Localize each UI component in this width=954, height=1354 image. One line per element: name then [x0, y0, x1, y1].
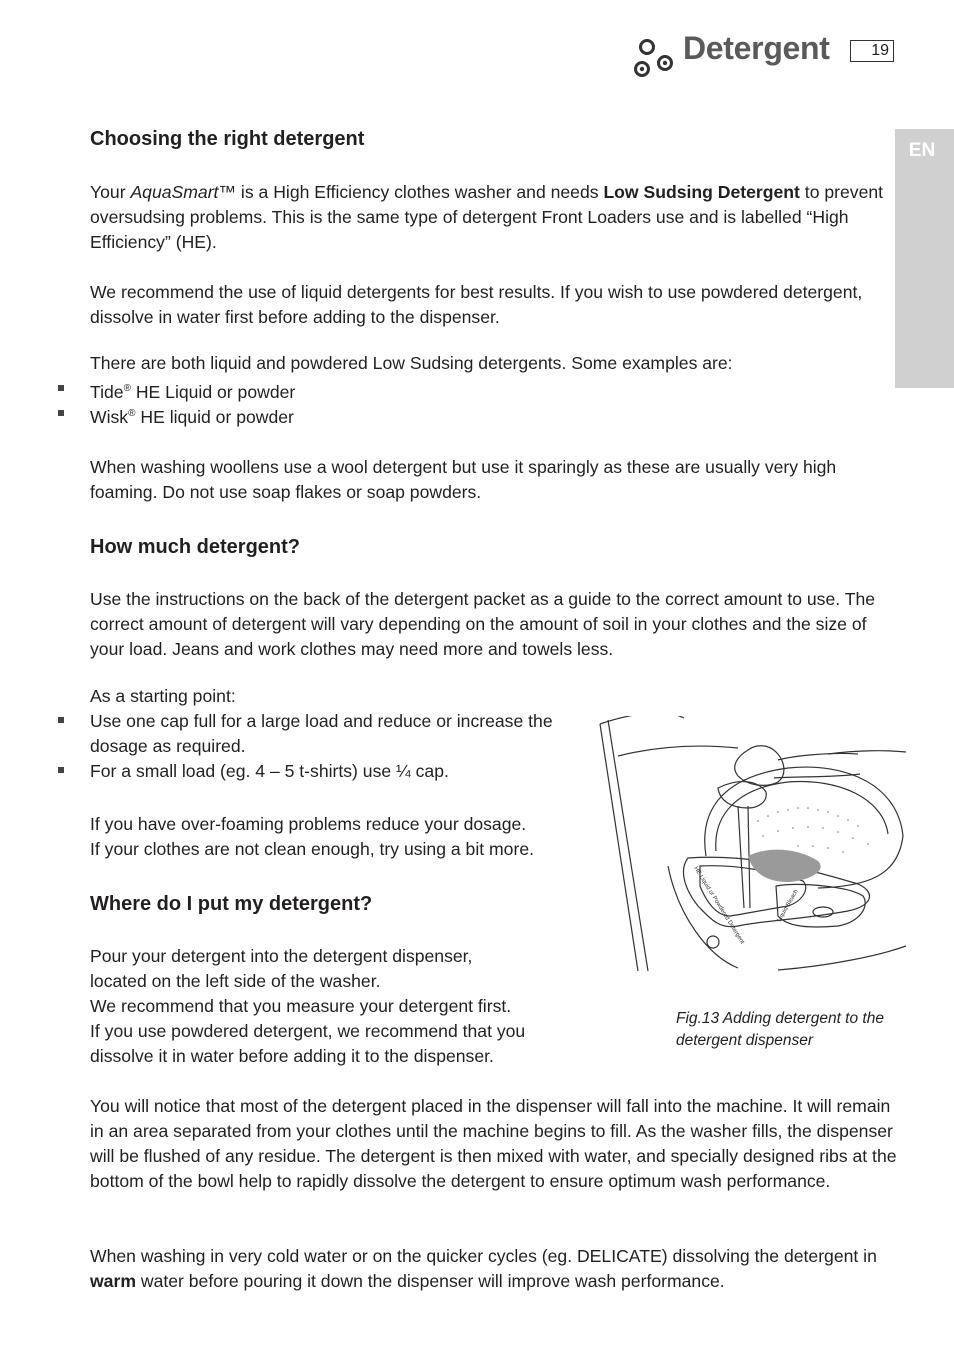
paragraph-examples-intro: There are both liquid and powdered Low Sudsing detergents. Some examples are: — [90, 353, 733, 373]
language-tab — [895, 129, 954, 388]
paragraph-instructions: Use the instructions on the back of the detergent packet as a guide to the correct amount to use. The correct amount of detergent will vary depending on the amount of soil in your clothes and the size of your load. Jeans and work clothes may need more and towels less. — [90, 589, 876, 659]
bullet-item-wisk: Wisk® HE liquid or powder — [90, 406, 294, 427]
bullet-item-small-load: For a small load (eg. 4 – 5 t-shirts) use ¼ cap. — [90, 761, 449, 781]
paragraph-not-clean: If your clothes are not clean enough, try using a bit more. — [90, 839, 535, 859]
bullet-item-tide: Tide® HE Liquid or powder — [90, 381, 296, 402]
paragraph-measure-first: We recommend that you measure your detergent first. — [90, 996, 512, 1016]
bullet-marker — [58, 717, 64, 723]
paragraph-dispenser-location: Pour your detergent into the detergent dispenser, located on the left side of the washer. — [90, 946, 473, 991]
bullet-marker — [58, 385, 64, 391]
detergent-dispenser-illustration — [598, 716, 908, 976]
paragraph-dispenser-function: You will notice that most of the detergent placed in the dispenser will fall into the machine. It will remain in an area separated from your clothes until the machine begins to fill. As the washer fills, the dispenser will be flushed of any residue. The detergent is then mixed with water, and specially designed ribs at the bottom of the bowl help to rapidly dissolve the detergent to ensure optimum wash performance. — [90, 1096, 897, 1191]
dispenser-bleach-label: Liquid Bleach — [776, 888, 800, 923]
dispenser-detergent-label: HE Liquid or Powdered Detergent — [692, 865, 745, 946]
language-tab-label: EN — [908, 140, 936, 161]
page-number: 19 — [850, 40, 894, 62]
paragraph-cold-water: When washing in very cold water or on the quicker cycles (eg. DELICATE) dissolving the detergent in warm water before pouring it down the dispenser will improve wash performance. — [90, 1246, 877, 1291]
paragraph-starting-point: As a starting point: — [90, 686, 236, 706]
page-title: Detergent — [683, 30, 830, 66]
bullet-marker — [58, 767, 64, 773]
paragraph-woollens: When washing woollens use a wool detergent but use it sparingly as these are usually very high foaming. Do not use soap flakes or soap powders. — [90, 457, 837, 502]
section-heading-how-much: How much detergent? — [90, 536, 301, 558]
section-heading-choosing: Choosing the right detergent — [90, 128, 365, 150]
paragraph-over-foaming: If you have over-foaming problems reduce your dosage. — [90, 814, 527, 834]
fisher-paykel-logo-icon — [634, 38, 676, 80]
bullet-marker — [58, 410, 64, 416]
paragraph-liquid-recommendation: We recommend the use of liquid detergents for best results. If you wish to use powdered detergent, dissolve in water first before adding to the dispenser. — [90, 282, 863, 327]
section-heading-where: Where do I put my detergent? — [90, 893, 373, 915]
bullet-item-cap-full: Use one cap full for a large load and reduce or increase the dosage as required. — [90, 711, 553, 756]
figure-caption: Fig.13 Adding detergent to the detergent dispenser — [676, 1010, 884, 1049]
paragraph-powdered-dissolve: If you use powdered detergent, we recommend that you dissolve it in water before adding it to the dispenser. — [90, 1021, 526, 1066]
paragraph-high-efficiency: Your AquaSmart™ is a High Efficiency clothes washer and needs Low Sudsing Detergent to prevent oversudsing problems. This is the same type of detergent Front Loaders use and is labelled “High Efficiency” (HE). — [90, 182, 884, 252]
